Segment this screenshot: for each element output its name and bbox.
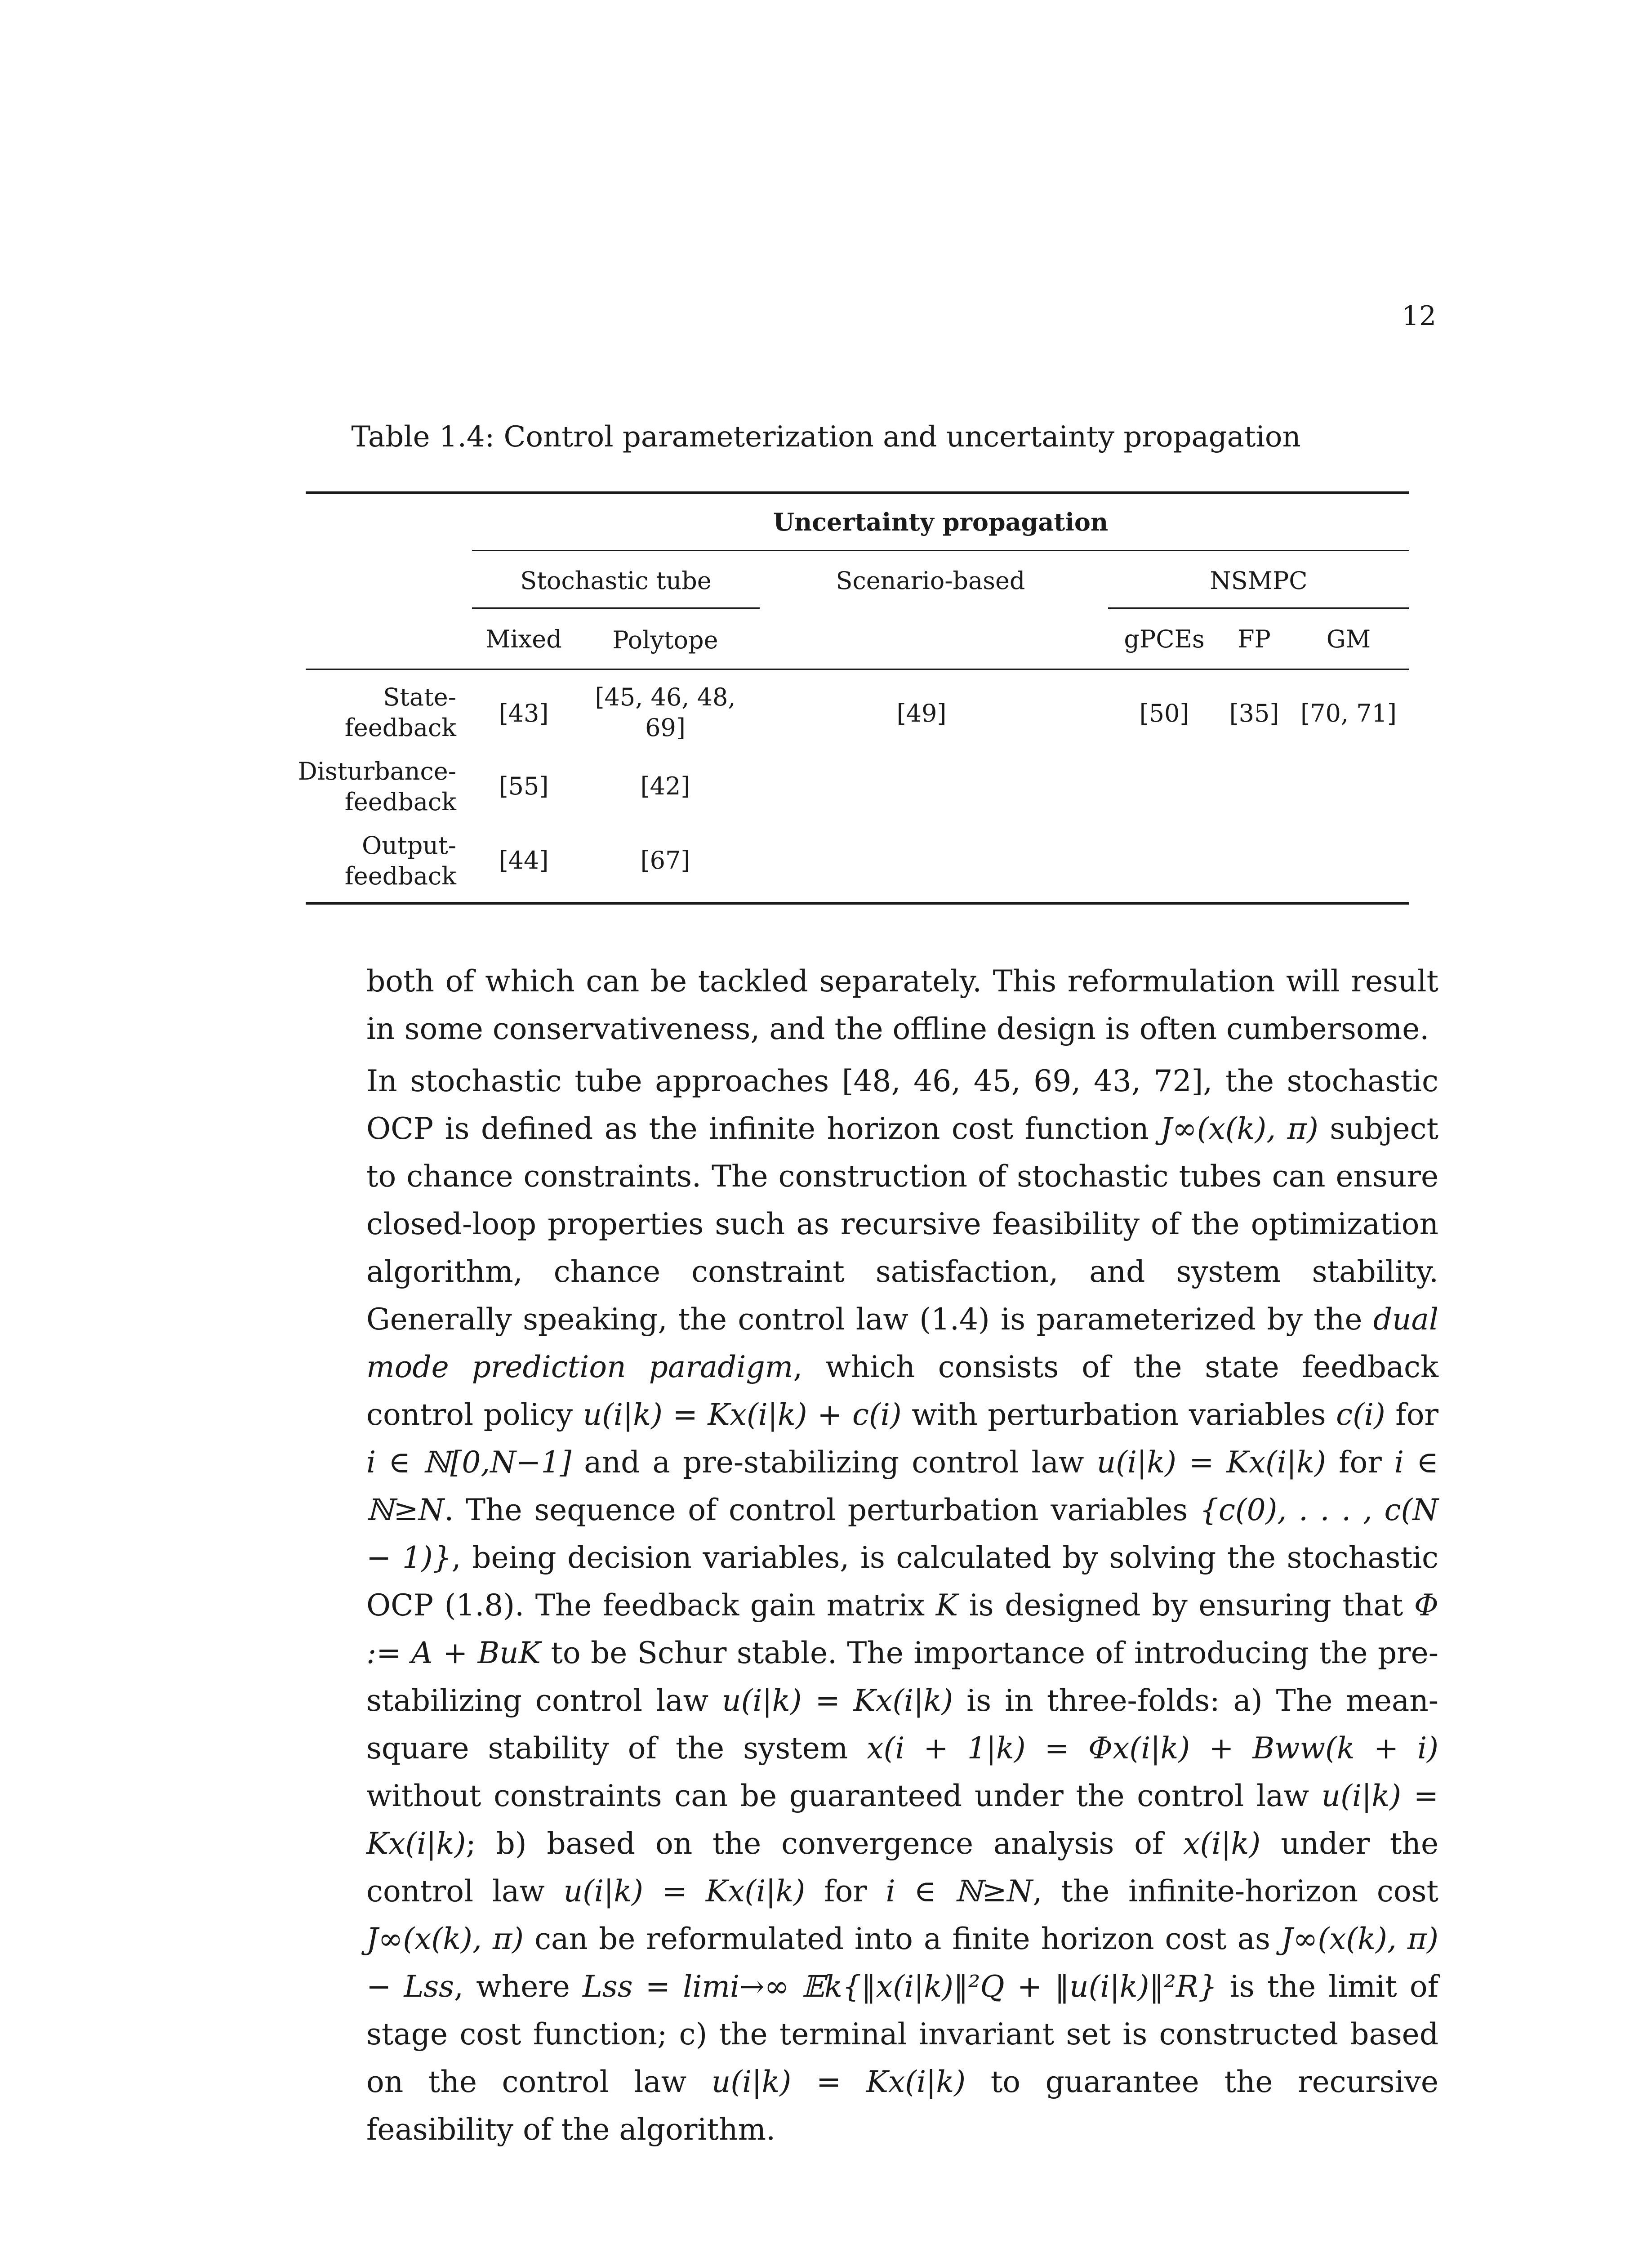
stochastic-tube-underline <box>472 607 760 609</box>
nsmpc-underline <box>1108 607 1409 609</box>
group-scenario-based: Scenario-based <box>836 566 1025 595</box>
row-label-state-feedback: State- feedback <box>344 683 456 742</box>
paragraph-2: In stochastic tube approaches [48, 46, 45, 69, 43, 72], the stochastic OCP is defined as the infinite horizon cost function J∞(x(k), π) subject to chance constraints. The construction of stochastic tubes can ensure closed-loop properties such as recursive feasibility of the optimization algorithm, chance constraint satisfaction, and system stability. Generally speaking, the control law (1.4) is parameterized by the dual mode prediction paradigm, which consists of the state feedback control policy u(i|k) = Kx(i|k) + c(i) with perturbation variables c(i) for i ∈ ℕ[0,N−1] and a pre-stabilizing control law u(i|k) = Kx(i|k) for i ∈ ℕ≥N. The sequence of control perturbation variables {c(0), . . . , c(N − 1)}, being decision variables, is calculated by solving the stochastic OCP (1.8). The feedback gain matrix K is designed by ensuring that Φ := A + BuK to be Schur stable. The importance of introducing the pre-stabilizing control law u(i|k) = Kx(i|k) is in three-folds: a) The mean-square stability of the system x(i + 1|k) = Φx(i|k) + Bww(k + i) without constraints can be guaranteed under the control law u(i|k) = Kx(i|k); b) based on the convergence analysis of x(i|k) under the control law u(i|k) = Kx(i|k) for i ∈ ℕ≥N, the infinite-horizon cost J∞(x(k), π) can be reformulated into a finite horizon cost as J∞(x(k), π) − Lss, where Lss = limi→∞ 𝔼k{‖x(i|k)‖²Q + ‖u(i|k)‖²R} is the limit of stage cost function; c) the terminal invariant set is constructed based on the control law u(i|k) = Kx(i|k) to guarantee the recursive feasibility of the algorithm. <box>366 1064 1439 2147</box>
cell-output-polytope: [67] <box>640 846 690 874</box>
row-label-disturbance-feedback: Disturbance- feedback <box>298 757 456 816</box>
cell-disturbance-mixed: [55] <box>499 772 549 800</box>
top-rule <box>306 491 1409 494</box>
table-caption: Table 1.4: Control parameterization and uncertainty propagation <box>351 420 1301 454</box>
subheader-gm: GM <box>1326 625 1371 653</box>
row-label-output-feedback: Output- feedback <box>344 831 456 890</box>
bottom-rule <box>306 902 1409 905</box>
cell-output-mixed: [44] <box>499 846 549 874</box>
cell-state-fp: [35] <box>1229 699 1279 727</box>
paragraph-1: both of which can be tackled separately. This reformulation will result in some conservativeness, and the offline design is often cumbersome. <box>366 964 1438 1046</box>
body-text <box>366 958 1438 2158</box>
group-nsmpc: NSMPC <box>1210 566 1308 595</box>
header-underline <box>472 550 1409 551</box>
cell-state-polytope: [45, 46, 48, 69] <box>595 683 736 742</box>
cell-state-gm: [70, 71] <box>1300 699 1397 727</box>
page-number: 12 <box>1402 300 1436 332</box>
subheader-polytope: Polytope <box>612 626 718 654</box>
cell-disturbance-polytope: [42] <box>640 772 690 800</box>
cell-state-mixed: [43] <box>499 699 549 727</box>
cell-state-gpces: [50] <box>1139 699 1189 727</box>
group-stochastic-tube: Stochastic tube <box>520 566 712 595</box>
subheader-mixed: Mixed <box>485 625 562 653</box>
subheader-fp: FP <box>1238 625 1271 653</box>
header-uncertainty-propagation: Uncertainty propagation <box>773 508 1109 536</box>
mid-rule <box>306 669 1409 670</box>
cell-state-scenario: [49] <box>896 699 947 727</box>
subheader-gpces: gPCEs <box>1124 625 1205 653</box>
